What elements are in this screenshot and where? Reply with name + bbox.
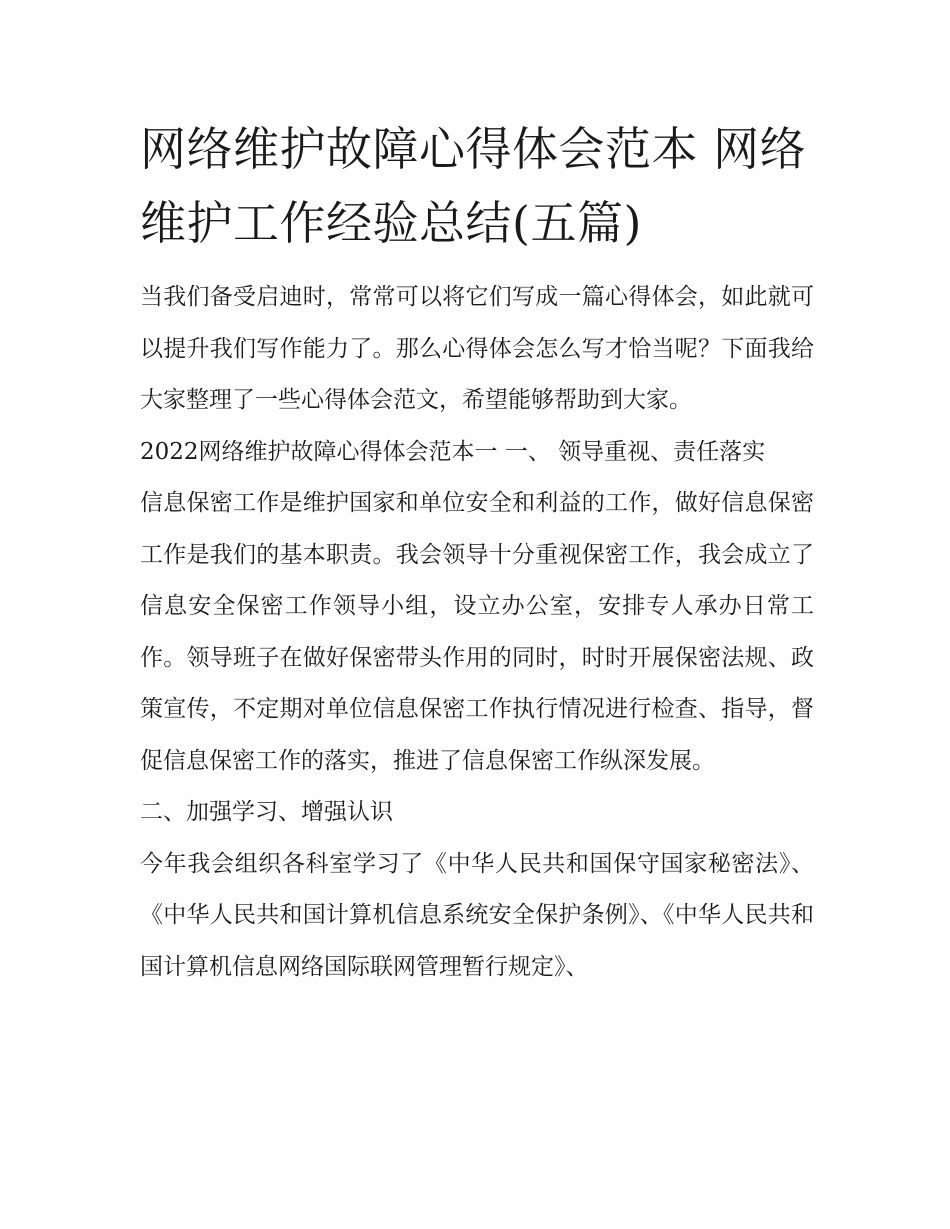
section-heading-1: 2022网络维护故障心得体会范本一 一、 领导重视、责任落实 — [140, 438, 766, 465]
body-paragraph: 信息保密工作是维护国家和单位安全和利益的工作，做好信息保密工作是我们的基本职责。我会领导十分重视保密工作，我会成立了信息安全保密工作领导小组，设立办公室，安排专人承办日常工作。领导班子在做好保密带头作用的同时，时时开展保密法规、政策宣传，不定期对单位信息保密工作执行情况进行检查、指导，督促信息保密工作的落实，推进了信息保密工作纵深发展。 — [140, 490, 814, 774]
document-body — [140, 272, 814, 993]
document-title: 网络维护故障心得体会范本 网络维护工作经验总结(五篇) — [140, 122, 807, 250]
body-paragraph: 今年我会组织各科室学习了《中华人民共和国保守国家秘密法》、《中华人民共和国计算机信息系统安全保护条例》、《中华人民共和国计算机信息网络国际联网管理暂行规定》、 — [140, 850, 814, 980]
section-heading-2: 二、加强学习、增强认识 — [140, 799, 393, 825]
intro-paragraph: 当我们备受启迪时，常常可以将它们写成一篇心得体会，如此就可以提升我们写作能力了。那么心得体会怎么写才恰当呢？下面我给大家整理了一些心得体会范文，希望能够帮助到大家。 — [140, 284, 814, 413]
